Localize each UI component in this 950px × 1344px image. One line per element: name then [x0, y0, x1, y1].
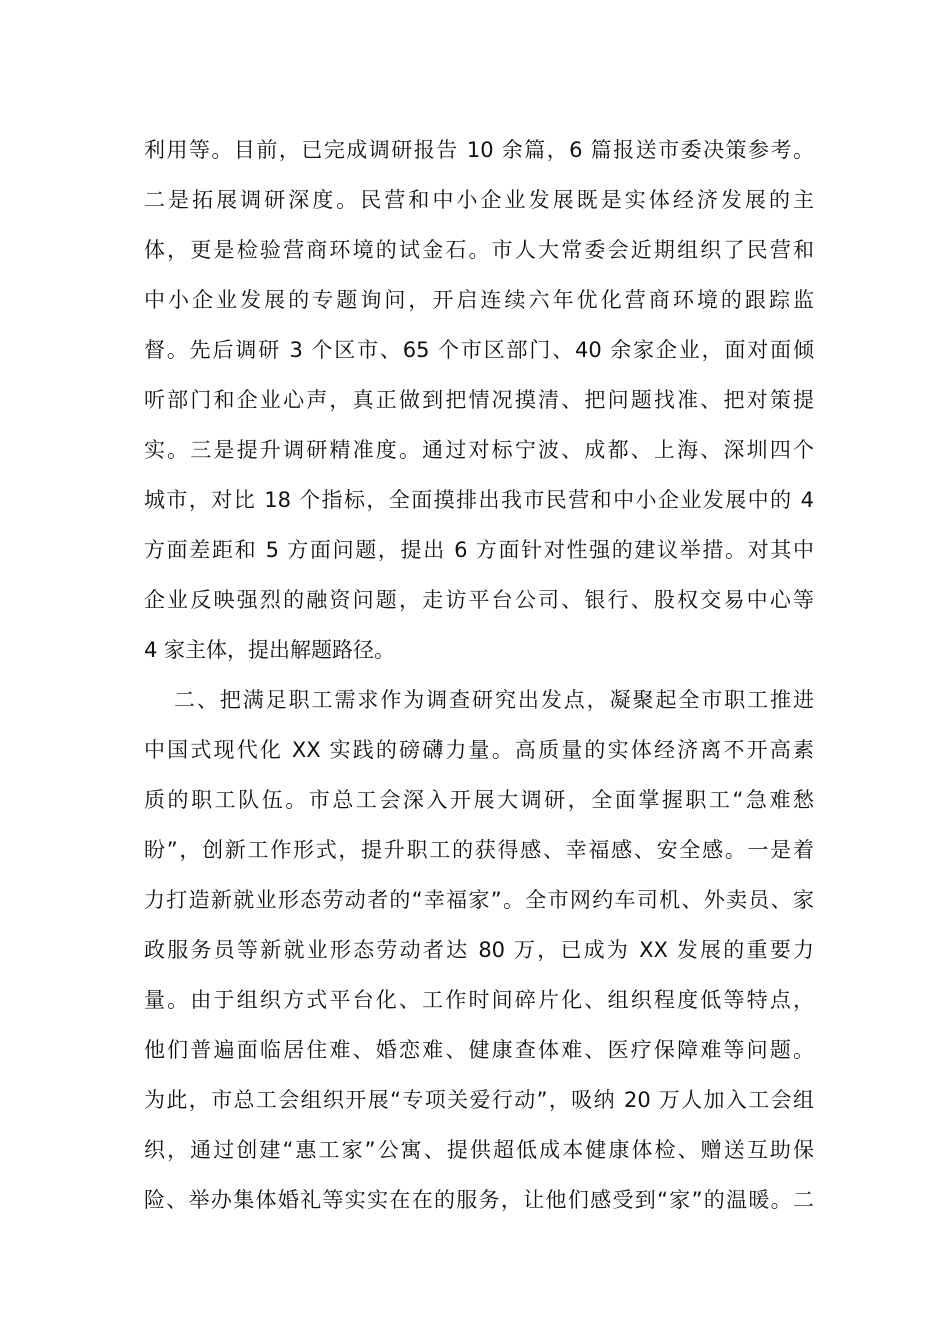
text-line-5: 督。先后调研 3 个区市、65 个市区部门、40 余家企业，面对面倾	[144, 338, 814, 362]
text-line-2: 二是拓展调研深度。民营和中小企业发展既是实体经济发展的主	[144, 188, 814, 212]
text-line-9: 方面差距和 5 方面问题，提出 6 方面针对性强的建议举措。对其中	[144, 538, 814, 562]
text-line-19: 他们普遍面临居住难、婚恋难、健康查体难、医疗保障难等问题。	[144, 1038, 814, 1062]
text-line-20: 为此，市总工会组织开展“专项关爱行动”，吸纳 20 万人加入工会组	[144, 1088, 814, 1112]
text-line-17: 政服务员等新就业形态劳动者达 80 万，已成为 XX 发展的重要力	[144, 938, 814, 962]
text-line-1: 利用等。目前，已完成调研报告 10 余篇，6 篇报送市委决策参考。	[144, 138, 814, 162]
text-line-4: 中小企业发展的专题询问，开启连续六年优化营商环境的跟踪监	[144, 288, 814, 312]
text-line-14: 质的职工队伍。市总工会深入开展大调研，全面掌握职工“急难愁	[144, 788, 814, 812]
text-line-6: 听部门和企业心声，真正做到把情况摸清、把问题找准、把对策提	[144, 388, 814, 412]
text-line-18: 量。由于组织方式平台化、工作时间碎片化、组织程度低等特点，	[144, 988, 814, 1012]
text-line-8: 城市，对比 18 个指标，全面摸排出我市民营和中小企业发展中的 4	[144, 488, 814, 512]
text-line-11: 4 家主体，提出解题路径。	[144, 638, 396, 662]
text-line-16: 力打造新就业形态劳动者的“幸福家”。全市网约车司机、外卖员、家	[144, 888, 814, 912]
text-line-22: 险、举办集体婚礼等实实在在的服务，让他们感受到“家”的温暖。二	[144, 1188, 814, 1212]
text-line-3: 体，更是检验营商环境的试金石。市人大常委会近期组织了民营和	[144, 238, 814, 262]
text-line-15: 盼”，创新工作形式，提升职工的获得感、幸福感、安全感。一是着	[144, 838, 814, 862]
text-line-10: 企业反映强烈的融资问题，走访平台公司、银行、股权交易中心等	[144, 588, 814, 612]
text-line-12: 二、把满足职工需求作为调查研究出发点，凝聚起全市职工推进	[174, 688, 814, 712]
text-line-13: 中国式现代化 XX 实践的磅礴力量。高质量的实体经济离不开高素	[144, 738, 814, 762]
text-line-21: 织，通过创建“惠工家”公寓、提供超低成本健康体检、赠送互助保	[144, 1138, 814, 1162]
text-line-7: 实。三是提升调研精准度。通过对标宁波、成都、上海、深圳四个	[144, 438, 814, 462]
